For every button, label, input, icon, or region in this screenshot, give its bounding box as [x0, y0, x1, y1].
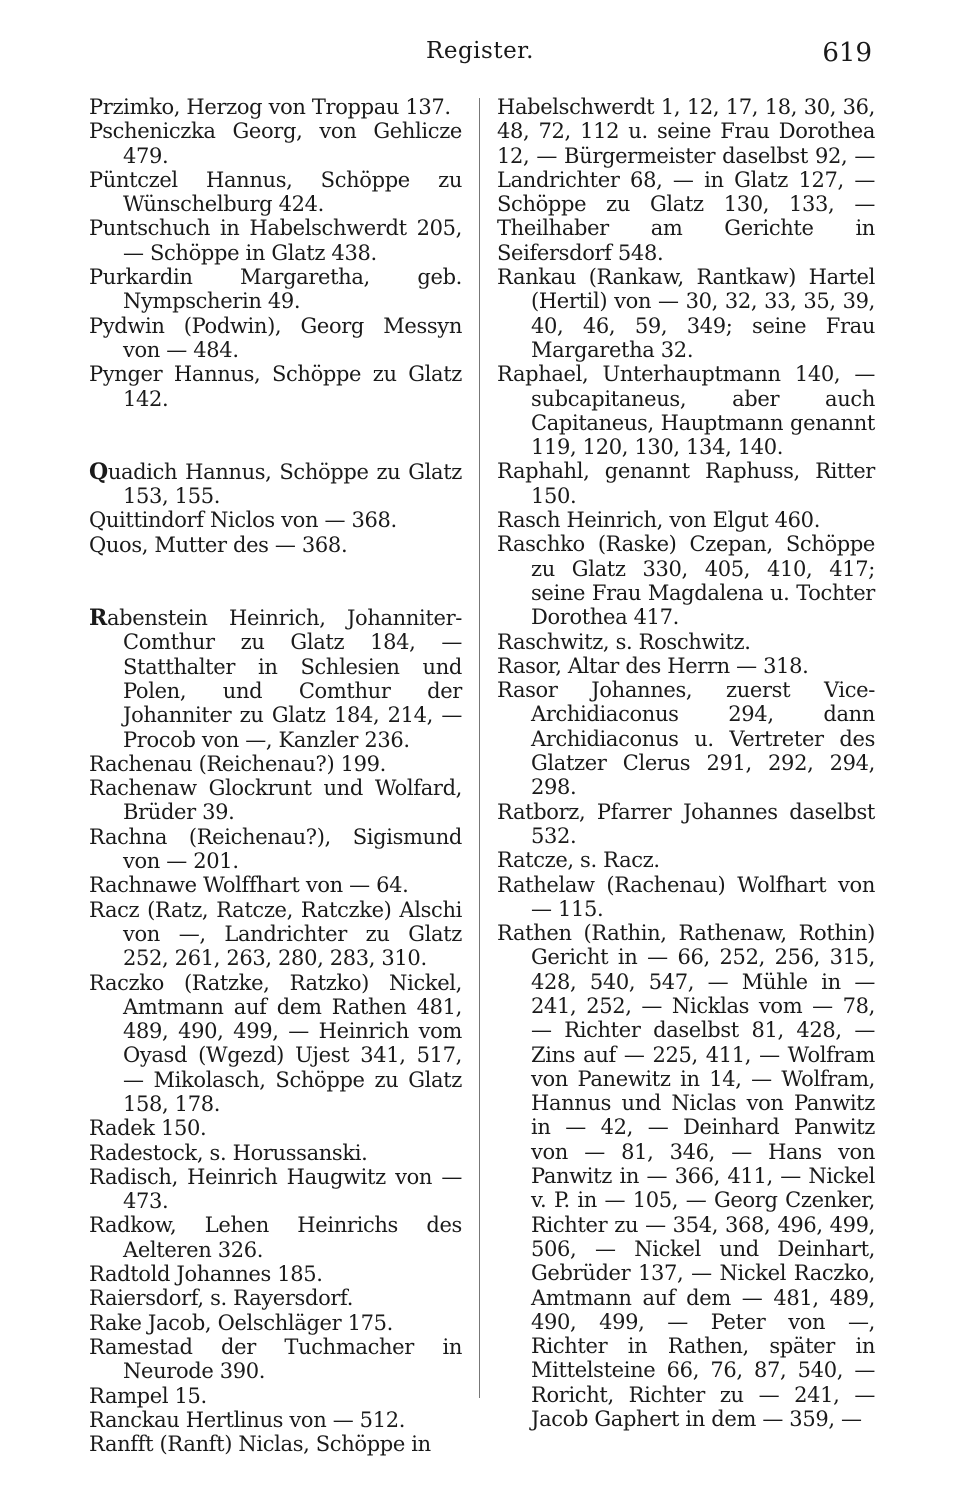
section-initial: R: [89, 605, 107, 632]
index-entry: Rachenau (Reichenau?) 199.: [89, 751, 386, 776]
index-entry: Radek 150.: [89, 1116, 207, 1141]
page-number: 619: [822, 38, 872, 68]
index-entry: Quos, Mutter des — 368.: [89, 532, 348, 557]
index-entry: Ratborz, Pfarrer Johannes daselbst 532.: [497, 799, 875, 848]
index-entry: Raschwitz, s. Roschwitz.: [497, 629, 751, 654]
index-entry: Przimko, Herzog von Troppau 137.: [89, 95, 451, 119]
column-divider: [479, 98, 480, 1398]
index-entry: Pydwin (Podwin), Georg Messyn von — 484.: [89, 313, 462, 362]
index-entry: Rampel 15.: [89, 1383, 207, 1408]
index-entry: Rasch Heinrich, von Elgut 460.: [497, 508, 821, 533]
index-entry: Radestock, s. Horussanski.: [89, 1140, 368, 1165]
index-entry: [89, 606, 462, 752]
index-entry: Raiersdorf, s. Rayersdorf.: [89, 1286, 354, 1311]
index-entry: Radtold Johannes 185.: [89, 1262, 323, 1287]
index-entry: Rake Jacob, Oelschläger 175.: [89, 1310, 393, 1335]
index-entry: Rathen (Rathin, Rathenaw, Rothin) Gericht in — 66, 252, 256, 315, 428, 540, 547, — Mühle in — 241, 252, — Nicklas vom — 78, — Richter daselbst 81, 428, — Zins auf — 225, 411, — Wolfram von Panewitz in 14, — Wolfram, Hannus und Niclas von Panwitz in — 42, — Deinhard Panwitz von — 81, 346, — Hans von Panwitz in — 366, 411, — Nickel v. P. in — 105, — Georg Czenker, Richter zu — 354, 368, 496, 499, 506, — Nickel und Deinhart, Gebrüder 137, — Nickel Raczko, Amtmann auf dem — 481, 489, 490, 499, — Peter von —, Richter in Rathen, später in Mittelsteine 66, 76, 87, 540, — Roricht, Richter zu — 241, — Jacob Gaphert in dem — 359, —: [497, 921, 875, 1432]
index-entry: Püntczel Hannus, Schöppe zu Wünschelburg 424.: [89, 167, 462, 217]
index-column-left: [89, 95, 462, 1456]
index-entry-continued: Habelschwerdt 1, 12, 17, 18, 30, 36, 48, 72, 112 u. seine Frau Dorothea 12, — Bürgermeister daselbst 92, — Landrichter 68, — in Glatz 127, — Schöppe zu Glatz 130, 133, — Theilhaber am Gerichte in Seifersdorf 548.: [497, 95, 875, 265]
index-entry: Ramestad der Tuchmacher in Neurode 390.: [89, 1334, 462, 1384]
section-initial: Q: [89, 458, 108, 485]
index-entry: Rachna (Reichenau?), Sigismund von — 201.: [89, 824, 462, 874]
index-entry: Raschko (Raske) Czepan, Schöppe zu Glatz 330, 405, 410, 417; seine Frau Magdalena u. Tochter Dorothea 417.: [497, 532, 875, 630]
index-entry: Rasor Johannes, zuerst Vice-Archidiaconus 294, dann Archidiaconus u. Vertreter des Glatzer Clerus 291, 292, 294, 298.: [497, 678, 875, 800]
index-entry: Quittindorf Niclos von — 368.: [89, 508, 397, 533]
index-entry: Radisch, Heinrich Haugwitz von — 473.: [89, 1164, 462, 1214]
index-entry: Pscheniczka Georg, von Gehlicze 479.: [89, 119, 462, 168]
index-entry: Rasor, Altar des Herrn — 318.: [497, 653, 809, 678]
index-entry: Rachenaw Glockrunt und Wolfard, Brüder 39.: [89, 776, 462, 825]
index-entry: [89, 460, 462, 509]
index-entry: Raphahl, genannt Raphuss, Ritter 150.: [497, 459, 875, 508]
index-entry: Puntschuch in Habelschwerdt 205, — Schöppe in Glatz 438.: [89, 216, 462, 265]
entry-text: uadich Hannus, Schöppe zu Glatz 153, 155.: [107, 459, 462, 509]
index-column-right: [497, 95, 875, 1431]
index-entry: Raphael, Unterhauptmann 140, — subcapitaneus, aber auch Capitaneus, Hauptmann genannt 119, 120, 130, 134, 140.: [497, 362, 875, 460]
index-entry: Pynger Hannus, Schöppe zu Glatz 142.: [89, 362, 462, 411]
index-entry: Rachnawe Wolffhart von — 64.: [89, 873, 409, 898]
index-entry: Rathelaw (Rachenau) Wolfhart von — 115.: [497, 872, 875, 921]
index-entry: Purkardin Margaretha, geb. Nympscherin 49.: [89, 265, 462, 314]
index-entry: Radkow, Lehen Heinrichs des Aelteren 326.: [89, 1213, 462, 1262]
index-entry: Ranckau Hertlinus von — 512.: [89, 1407, 406, 1432]
running-head: Register.: [426, 38, 534, 64]
index-entry: Ratcze, s. Racz.: [497, 848, 660, 873]
index-entry: Racz (Ratz, Ratcze, Ratczke) Alschi von —, Landrichter zu Glatz 252, 261, 263, 280, 283, 310.: [89, 897, 462, 971]
index-entry: Rankau (Rankaw, Rantkaw) Hartel (Hertil) von — 30, 32, 33, 35, 39, 40, 46, 59, 349; seine Frau Margaretha 32.: [497, 265, 875, 362]
index-entry: Ranfft (Ranft) Niclas, Schöppe in: [89, 1432, 431, 1457]
entry-text: abenstein Heinrich, Johanniter-Comthur zu Glatz 184, — Statthalter in Schlesien und Polen, und Comthur der Johanniter zu Glatz 184, 214, — Procob von —, Kanzler 236.: [106, 606, 462, 752]
index-entry: Raczko (Ratzke, Ratzko) Nickel, Amtmann auf dem Rathen 481, 489, 490, 499, — Heinrich vom Oyasd (Wgezd) Ujest 341, 517, — Mikolasch, Schöppe zu Glatz 158, 178.: [89, 970, 462, 1116]
